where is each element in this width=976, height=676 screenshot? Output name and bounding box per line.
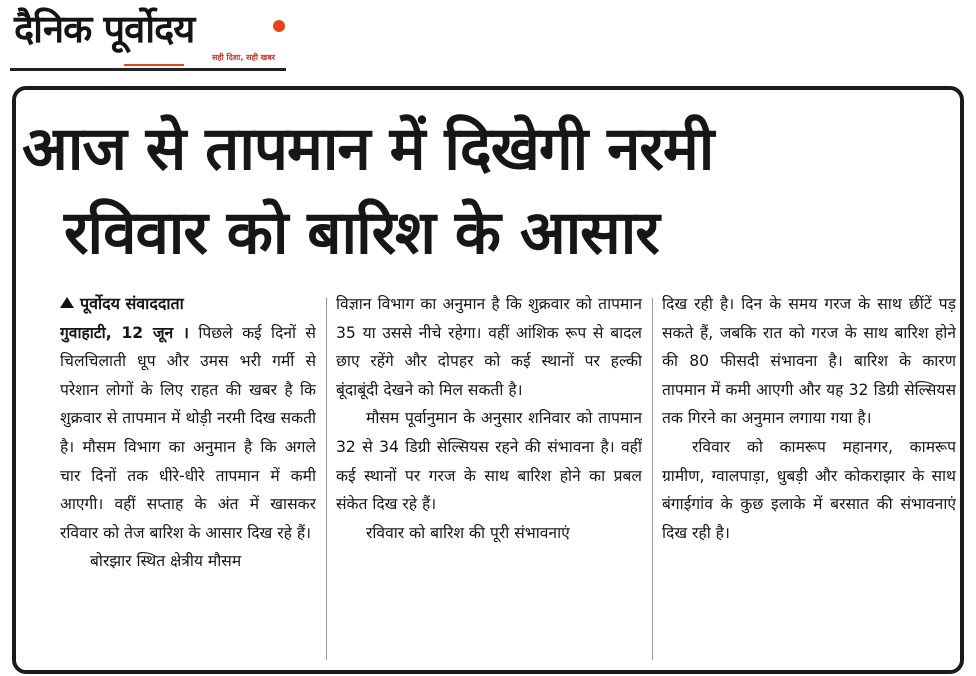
article-column-2 xyxy=(336,290,642,670)
dateline: गुवाहाटी, 12 जून । xyxy=(60,323,189,342)
masthead xyxy=(14,6,286,72)
triangle-icon xyxy=(60,297,74,308)
column-divider-2 xyxy=(652,298,653,660)
byline-text: पूर्वोदय संवाददाता xyxy=(80,294,184,313)
col2-paragraph-2: मौसम पूर्वानुमान के अनुसार शनिवार को तापमान 32 से 34 डिग्री सेल्सियस रहने की संभावना है। वहीं कई स्थानों पर गरज के साथ बारिश होने का प्रबल संकेत दिख रहे हैं। xyxy=(336,409,642,514)
headline-line-2: रविवार को बारिश के आसार xyxy=(64,198,659,268)
col1-paragraph-2: बोरझार स्थित क्षेत्रीय मौसम xyxy=(90,552,242,571)
masthead-rule xyxy=(10,68,286,71)
col2-paragraph-1: विज्ञान विभाग का अनुमान है कि शुक्रवार को तापमान 35 या उससे नीचे रहेगा। वहीं आंशिक रूप से बादल छाए रहेंगे और दोपहर को कई स्थानों पर हल्की बूंदाबूंदी देखने को मिल सकती है। xyxy=(336,295,642,399)
masthead-tagline: सही दिशा, सही खबर xyxy=(212,53,276,62)
masthead-dot-icon xyxy=(273,20,285,32)
col1-paragraph-1: पिछले कई दिनों से चिलचिलाती धूप और उमस भरी गर्मी से परेशान लोगों के लिए राहत की खबर है कि शुक्रवार से तापमान में थोड़ी नरमी दिख सकती है। मौसम विभाग का अनुमान है कि अगले चार दिनों तक धीरे-धीरे तापमान में कमी आएगी। वहीं सप्ताह के अंत में खासकर रविवार को तेज बारिश के आसार दिख रहे हैं। xyxy=(60,323,316,542)
article-column-1 xyxy=(60,290,316,670)
headline-line-1: आज से तापमान में दिखेगी नरमी xyxy=(22,114,714,184)
masthead-red-rule xyxy=(124,64,184,66)
byline xyxy=(60,290,316,319)
col3-paragraph-1: दिख रही है। दिन के समय गरज के साथ छींटें पड़ सकते हैं, जबकि रात को गरज के साथ बारिश होने की 80 फीसदी संभावना है। बारिश के कारण तापमान में कमी आएगी और यह 32 डिग्री सेल्सियस तक गिरने का अनुमान लगाया गया है। xyxy=(662,295,956,428)
col3-paragraph-2: रविवार को कामरूप महानगर, कामरूप ग्रामीण, ग्वालपाड़ा, धुबड़ी और कोकराझार के साथ बंगाईगांव के कुछ इलाके में बरसात की संभावनाएं दिख रही है। xyxy=(662,437,956,542)
col2-paragraph-3: रविवार को बारिश की पूरी संभावनाएं xyxy=(366,523,570,542)
article-column-3 xyxy=(662,290,956,670)
column-divider-1 xyxy=(326,298,327,660)
masthead-title: दैनिक पूर्वोदय xyxy=(14,7,195,51)
byline-paragraph xyxy=(60,290,316,547)
